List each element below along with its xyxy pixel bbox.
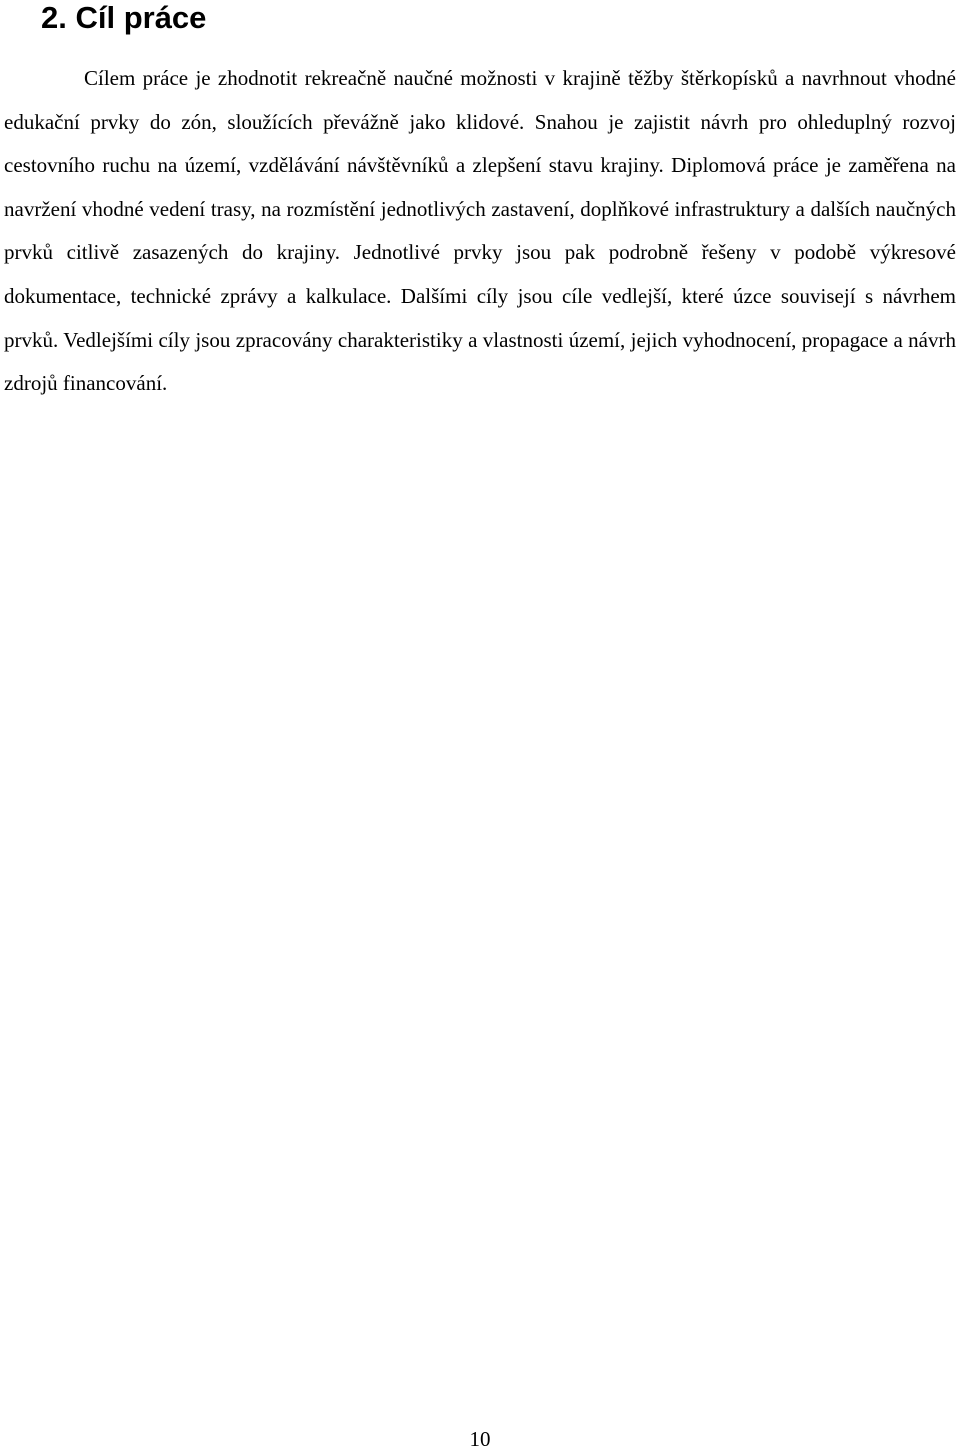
section-heading: 2. Cíl práce	[41, 0, 207, 35]
body-paragraph: Cílem práce je zhodnotit rekreačně naučné možnosti v krajině těžby štěrkopísků a navrhnout vhodné edukační prvky do zón, sloužících převážně jako klidové. Snahou je zajistit návrh pro ohleduplný rozvoj cestovního ruchu na území, vzdělávání návštěvníků a zlepšení stavu krajiny. Diplomová práce je zaměřena na navržení vhodné vedení trasy, na rozmístění jednotlivých zastavení, doplňkové infrastruktury a dalších naučných prvků citlivě zasazených do krajiny. Jednotlivé prvky jsou pak podrobně řešeny v podobě výkresové dokumentace, technické zprávy a kalkulace. Dalšími cíly jsou cíle vedlejší, které úzce souvisejí s návrhem prvků. Vedlejšími cíly jsou zpracovány charakteristiky a vlastnosti území, jejich vyhodnocení, propagace a návrh zdrojů financování.	[4, 66, 956, 396]
page-number: 10	[469, 1427, 491, 1451]
